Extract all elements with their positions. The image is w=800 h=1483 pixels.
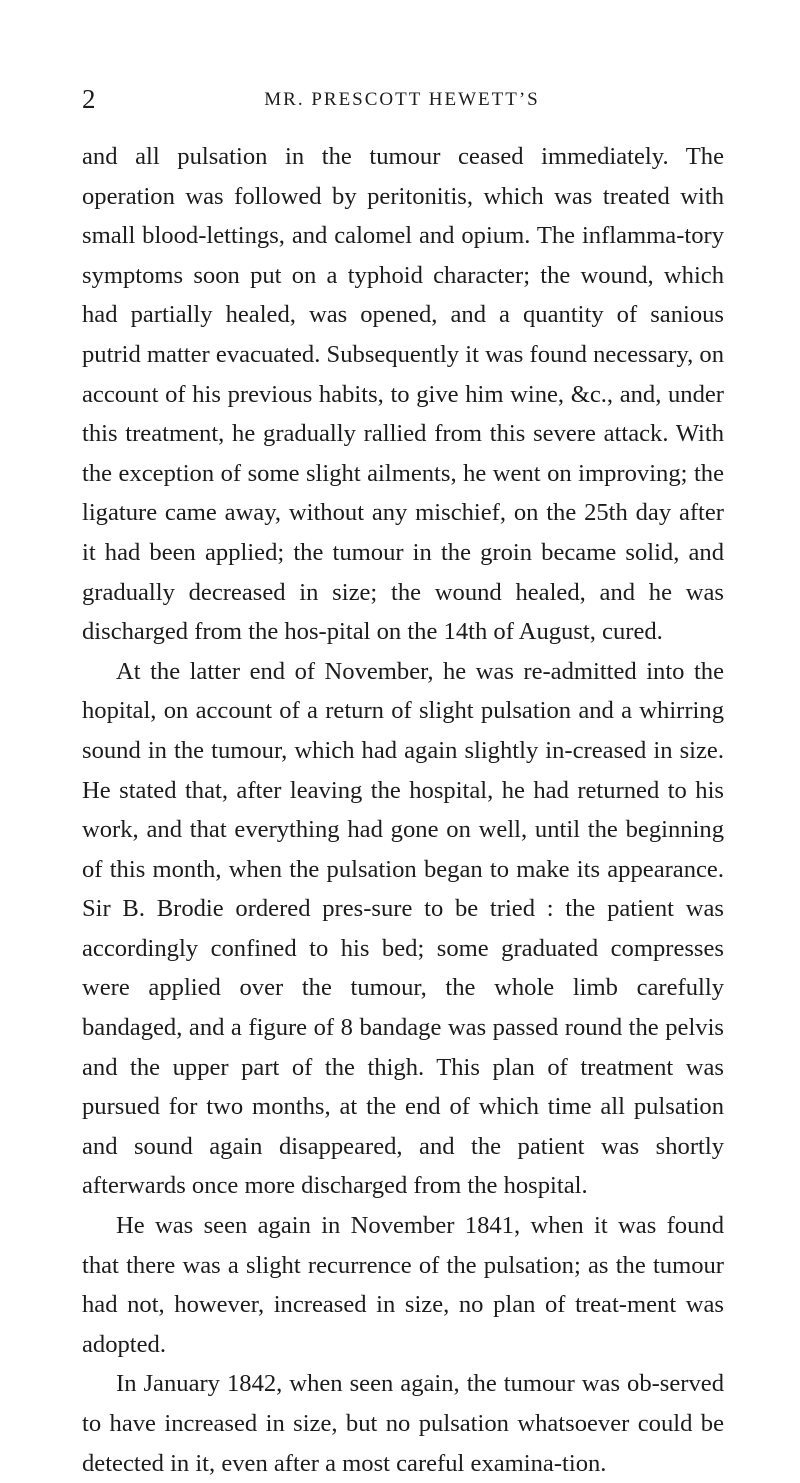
paragraph: At the latter end of November, he was re-admitted into the hopital, on account of a return of slight pulsation and a whirring sound in the tumour, which had again slightly in-creased in size. He stated that, after leaving the hospital, he had returned to his work, and that everything had gone on well, until the beginning of this month, when the pulsation began to make its appearance. Sir B. Brodie ordered pres-sure to be tried : the patient was accordingly confined to his bed; some graduated compresses were applied over the tumour, the whole limb carefully bandaged, and a figure of 8 bandage was passed round the pelvis and the upper part of the thigh. This plan of treatment was pursued for two months, at the end of which time all pulsation and sound again disappeared, and the patient was shortly afterwards once more discharged from the hospital.: [82, 657, 724, 1200]
paragraph: and all pulsation in the tumour ceased immediately. The operation was followed by peritonitis, which was treated with small blood-lettings, and calomel and opium. The inflamma-tory symptoms soon put on a typhoid character; the wound, which had partially healed, was opened, and a quantity of sanious putrid matter evacuated. Subsequently it was found necessary, on account of his previous habits, to give him wine, &c., and, under this treatment, he gradually rallied from this severe attack. With the exception of some slight ailments, he went on improving; the ligature came away, without any mischief, on the 25th day after it had been applied; the tumour in the groin became solid, and gradually decreased in size; the wound healed, and he was discharged from the hos-pital on the 14th of August, cured.: [82, 143, 724, 646]
body-text: [82, 137, 724, 1483]
paragraph: He was seen again in November 1841, when it was found that there was a slight recurrence of the pulsation; as the tumour had not, however, increased in size, no plan of treat-ment was adopted.: [82, 1212, 724, 1358]
running-header: [82, 84, 722, 124]
running-title: MR. PRESCOTT HEWETT’S: [264, 89, 540, 110]
paragraph: In January 1842, when seen again, the tumour was ob-served to have increased in size, but no pulsation whatsoever could be detected in it, even after a most careful examina-tion.: [82, 1370, 724, 1477]
page-number: 2: [82, 84, 96, 114]
